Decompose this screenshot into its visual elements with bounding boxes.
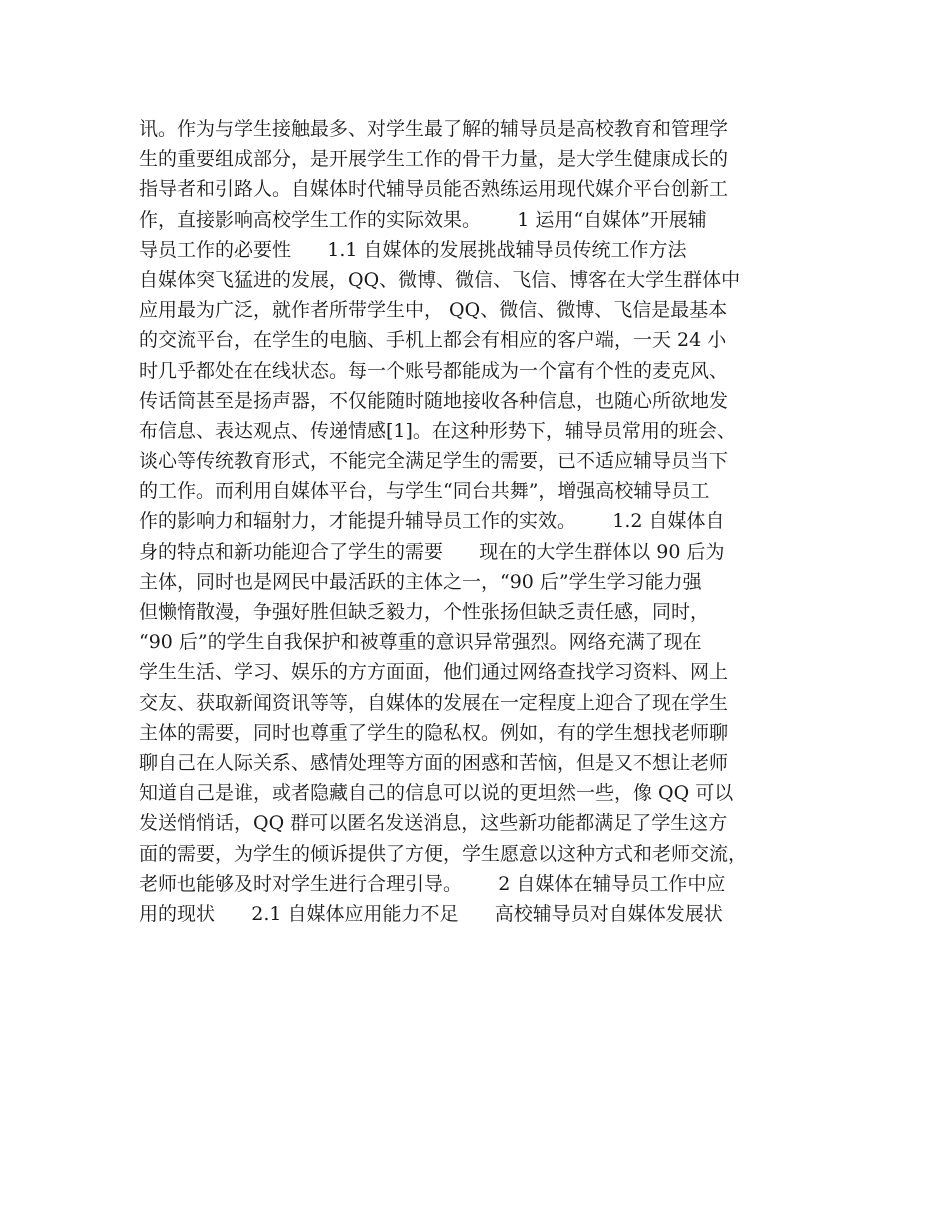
text-line: 用的现状 2.1 自媒体应用能力不足 高校辅导员对自媒体发展状: [139, 902, 723, 925]
text-line: 但懒惰散漫，争强好胜但缺乏毅力，个性张扬但缺乏责任感，同时，: [139, 601, 710, 623]
text-line: 自媒体突飞猛进的发展，QQ、微博、微信、飞信、博客在大学生群体中: [139, 268, 741, 291]
text-line: 生的重要组成部分，是开展学生工作的骨干力量，是大学生健康成长的: [139, 148, 729, 171]
text-line: 传话筒甚至是扬声器，不仅能随时随地接收各种信息，也随心所欲地发: [139, 389, 729, 412]
text-line: 的工作。而利用自媒体平台，与学生“同台共舞”，增强高校辅导员工: [139, 480, 710, 503]
text-line: 发送悄悄话，QQ 群可以匿名发送消息，这些新功能都满足了学生这方: [139, 812, 728, 835]
text-line: 老师也能够及时对学生进行合理引导。 2 自媒体在辅导员工作中应: [139, 872, 726, 895]
text-line: 主体，同时也是网民中最活跃的主体之一，“90 后”学生学习能力强: [139, 570, 702, 593]
text-line: 讯。作为与学生接触最多、对学生最了解的辅导员是高校教育和管理学: [139, 118, 729, 140]
text-line: 面的需要，为学生的倾诉提供了方便，学生愿意以这种方式和老师交流，: [139, 842, 748, 865]
text-line: 的交流平台，在学生的电脑、手机上都会有相应的客户端，一天 24 小: [139, 329, 727, 352]
text-line: 交友、获取新闻资讯等等，自媒体的发展在一定程度上迎合了现在学生: [139, 691, 729, 714]
text-line: 聊自己在人际关系、感情处理等方面的困惑和苦恼，但是又不想让老师: [139, 751, 729, 774]
text-line: 身的特点和新功能迎合了学生的需要 现在的大学生群体以 90 后为: [139, 540, 725, 563]
text-line: 应用最为广泛，就作者所带学生中， QQ、微信、微博、飞信是最基本: [139, 299, 728, 322]
text-line: 谈心等传统教育形式，不能完全满足学生的需要，已不适应辅导员当下: [139, 450, 729, 473]
text-line: 指导者和引路人。自媒体时代辅导员能否熟练运用现代媒介平台创新工: [139, 178, 729, 201]
text-line: 主体的需要，同时也尊重了学生的隐私权。例如，有的学生想找老师聊: [139, 721, 729, 744]
text-line: 学生生活、学习、娱乐的方方面面，他们通过网络查找学习资料、网上: [139, 661, 729, 684]
text-line: “90 后”的学生自我保护和被尊重的意识异常强烈。网络充满了现在: [139, 631, 702, 654]
body-text: [139, 114, 829, 929]
text-line: 布信息、表达观点、传递情感[1]。在这种形势下，辅导员常用的班会、: [139, 419, 736, 442]
text-line: 作的影响力和辐射力，才能提升辅导员工作的实效。 1.2 自媒体自: [139, 510, 725, 533]
text-line: 知道自己是谁，或者隐藏自己的信息可以说的更坦然一些，像 QQ 可以: [139, 782, 734, 805]
text-line: 作，直接影响高校学生工作的实际效果。 1 运用“自媒体”开展辅: [139, 208, 707, 231]
text-line: 导员工作的必要性 1.1 自媒体的发展挑战辅导员传统工作方法: [139, 238, 687, 261]
text-line: 时几乎都处在在线状态。每一个账号都能成为一个富有个性的麦克风、: [139, 359, 729, 382]
